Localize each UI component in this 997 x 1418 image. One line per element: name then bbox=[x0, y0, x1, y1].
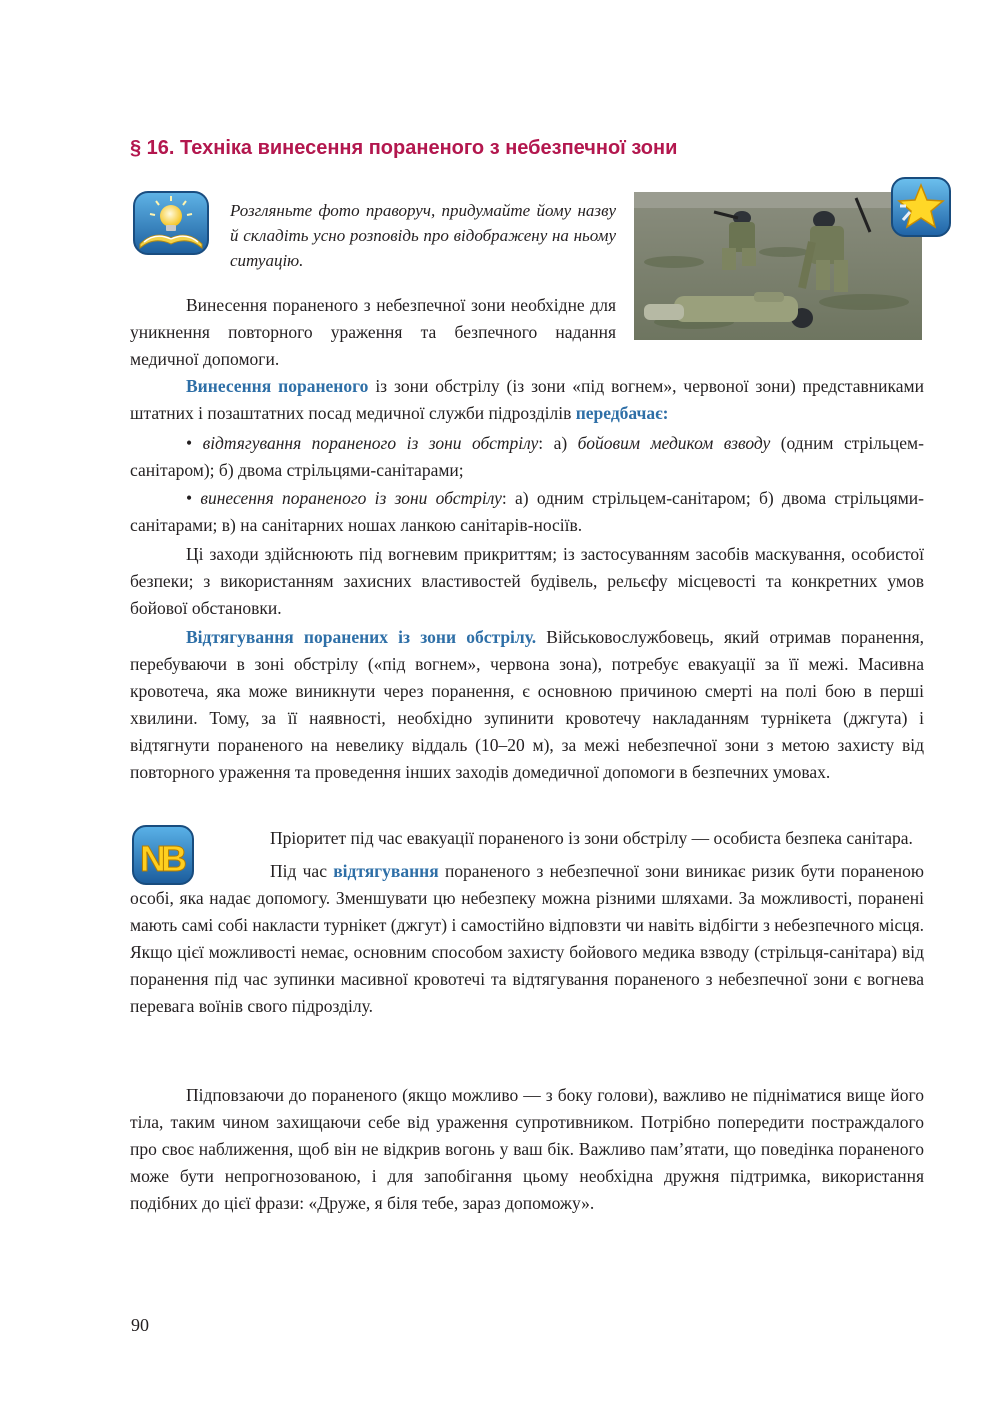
paragraph-1-text: Винесення пораненого з небезпечної зони необхідне для уникнення повторного ураження та безпечного надання медичної допомоги. bbox=[130, 295, 616, 369]
svg-text:B: B bbox=[161, 838, 187, 879]
paragraph-6 bbox=[130, 1082, 924, 1217]
paragraph-5 bbox=[130, 858, 924, 1020]
paragraph-1 bbox=[130, 292, 616, 373]
bullet-2-term: винесення пораненого із зони обстрілу bbox=[200, 488, 502, 508]
paragraph-5-text-b: пораненого з небезпечної зони виникає ризик бути пораненою особі, яка надає допомогу. Зменшувати цю небезпеку можна різними шляхами. За можливості, поранені мають самі собі накласти турнікет (джгут) і самостійно відповзти чи навіть відбігти з небезпечного місця. Якщо цієї можливості немає, основним способом захисту бойового медика взводу (стрільця-санітара) від поранення під час зупинки масивної кровотечі та відтягування пораненого з небезпечної зони є вогнева перевага воїнів свого підрозділу. bbox=[130, 861, 924, 1016]
paragraph-3-text: Ці заходи здійснюють під вогневим прикриттям; із застосуванням засобів маскування, особистої безпеки; з використанням захисних властивостей будівель, рельєфу місцевості та конкретних умов бойової обстановки. bbox=[130, 544, 924, 618]
lightbulb-book-icon bbox=[132, 190, 210, 256]
term-dragging: Відтягування поранених із зони обстрілу. bbox=[186, 627, 537, 647]
paragraph-2-text: із зони обстрілу (із зони «під вогнем», червоної зони) представниками штатних і позаштатних посад медичної служби підрозділів bbox=[130, 376, 924, 423]
bullet-1-text-a: : а) bbox=[538, 433, 578, 453]
section-title: § 16. Техніка винесення пораненого з небезпечної зони bbox=[130, 137, 678, 159]
term-evacuation: Винесення пораненого bbox=[186, 376, 369, 396]
bullet-1-marker: • bbox=[186, 433, 203, 453]
star-icon bbox=[890, 176, 952, 238]
nb-note bbox=[208, 825, 924, 852]
bullet-2-text: : а) одним стрільцем-санітаром; б) двома стрільцями-санітарами; в) на санітарних ношах ланкою санітарів-носіїв. bbox=[130, 488, 924, 535]
paragraph-6-text: Підповзаючи до пораненого (якщо можливо — з боку голови), важливо не підніматися вище його тіла, таким чином захищаючи себе від ураження супротивником. Потрібно попередити постраждалого про своє наближення, щоб він не відкрив вогонь у ваш бік. Важливо пам’ятати, що поведінка пораненого може бути непрогнозованою, і для запобігання цьому необхідна дружня підтримка, використання подібних до цієї фрази: «Друже, я біля тебе, зараз допоможу». bbox=[130, 1085, 924, 1213]
photo-soldiers-evacuation bbox=[634, 192, 922, 340]
svg-text:N: N bbox=[140, 838, 166, 879]
bullet-1 bbox=[130, 430, 924, 484]
nb-note-text: Пріоритет під час евакуації пораненого із зони обстрілу — особиста безпека санітара. bbox=[270, 828, 913, 848]
paragraph-4-text: Військовослужбовець, який отримав поранення, перебуваючи в зоні обстрілу («під вогнем», червона зона), потребує евакуації за її межі. Масивна кровотеча, яка може виникнути через поранення, є основною причиною смерті на полі бою в перші хвилини. Тому, за її наявності, необхідно зупинити кровотечу накладанням турнікета (джгута) і відтягнути пораненого на невелику віддаль (10–20 м), за межі небезпечної зони з метою захисту від повторного ураження та проведення інших заходів домедичної допомоги в безпечних умовах. bbox=[130, 627, 924, 782]
term-dragging-2: відтягування bbox=[333, 861, 439, 881]
paragraph-4 bbox=[130, 624, 924, 786]
term-provides: передбачає: bbox=[575, 403, 669, 423]
paragraph-5-text-a: Під час bbox=[270, 861, 334, 881]
paragraph-2 bbox=[130, 373, 924, 427]
intro-task: Розгляньте фото праворуч, придумайте йому назву й складіть усно розповідь про відображену на ньому ситуацію. bbox=[230, 201, 616, 270]
bullet-1-term: відтягування пораненого із зони обстрілу bbox=[202, 433, 539, 453]
page-number: 90 bbox=[131, 1315, 149, 1335]
bullet-1-term-2: бойовим медиком взводу bbox=[577, 433, 771, 453]
bullet-1-text-b: (одним стрільцем-санітаром); б) двома стрільцями-санітарами; bbox=[130, 433, 924, 480]
bullet-2 bbox=[130, 485, 924, 539]
bullet-2-marker: • bbox=[186, 488, 201, 508]
paragraph-3 bbox=[130, 541, 924, 622]
